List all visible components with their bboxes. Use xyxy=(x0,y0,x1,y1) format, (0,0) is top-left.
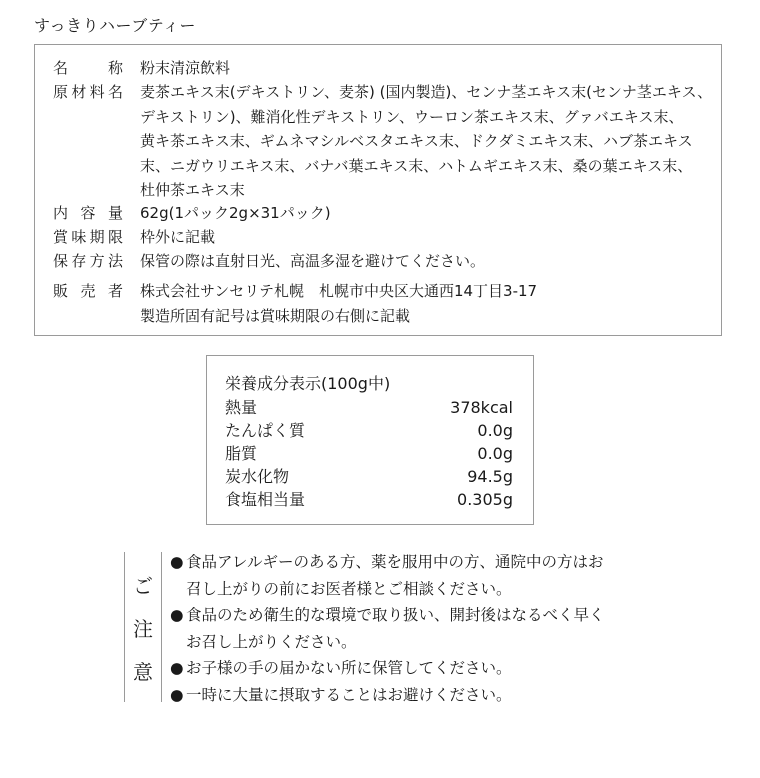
info-label: 賞味期限 xyxy=(53,228,123,246)
nutrition-facts-box xyxy=(206,355,534,525)
info-label: 販売者 xyxy=(53,282,123,300)
nutrition-row xyxy=(225,419,513,442)
product-title: すっきりハーブティー xyxy=(34,16,196,35)
nutrient-name: 熱量 xyxy=(225,398,258,417)
caution-heading-char: 注 xyxy=(133,617,153,641)
nutrient-name: たんぱく質 xyxy=(225,421,306,440)
info-value: 株式会社サンセリテ札幌 札幌市中央区大通西14丁目3-17 製造所固有記号は賞味期限の右側に記載 xyxy=(140,282,538,325)
info-value: 粉末清涼飲料 xyxy=(140,59,231,77)
nutrition-row xyxy=(225,465,513,488)
info-value: 保管の際は直射日光、高温多湿を避けてください。 xyxy=(140,252,486,270)
bullet-icon: ● xyxy=(170,553,184,571)
caution-text: 食品アレルギーのある方、薬を服用中の方、通院中の方はお 召し上がりの前にお医者様とご相談ください。 xyxy=(186,553,604,598)
caution-heading xyxy=(124,552,162,702)
nutrient-value: 378kcal xyxy=(450,398,513,417)
nutrient-name: 炭水化物 xyxy=(225,467,290,486)
info-label: 名称 xyxy=(53,59,123,77)
caution-item xyxy=(170,682,610,709)
product-info-box xyxy=(34,44,722,336)
nutrient-name: 脂質 xyxy=(225,444,258,463)
info-label: 内容量 xyxy=(53,204,123,222)
bullet-icon: ● xyxy=(170,659,184,677)
bullet-icon: ● xyxy=(170,685,184,704)
caution-item xyxy=(170,602,610,655)
nutrient-value: 94.5g xyxy=(467,467,513,486)
caution-list xyxy=(170,549,610,708)
nutrition-row xyxy=(225,488,513,511)
nutrition-row xyxy=(225,442,513,465)
info-value: 枠外に記載 xyxy=(140,228,216,246)
caution-heading-char: ご xyxy=(133,574,153,598)
nutrition-title: 栄養成分表示(100g中) xyxy=(225,374,391,393)
caution-text: 食品のため衛生的な環境で取り扱い、開封後はなるべく早く お召し上がりください。 xyxy=(186,606,605,651)
nutrient-value: 0.0g xyxy=(477,421,513,440)
info-value: 62g(1パック2g×31パック) xyxy=(140,204,331,222)
nutrition-row xyxy=(225,396,513,419)
nutrient-value: 0.305g xyxy=(457,490,513,509)
caution-item xyxy=(170,549,610,602)
caution-text: 一時に大量に摂取することはお避けください。 xyxy=(186,685,512,704)
info-label: 保存方法 xyxy=(53,252,123,270)
caution-text: お子様の手の届かない所に保管してください。 xyxy=(186,659,512,677)
info-label: 原材料名 xyxy=(53,83,123,101)
caution-heading-char: 意 xyxy=(133,660,153,684)
caution-item xyxy=(170,655,610,682)
nutrient-name: 食塩相当量 xyxy=(225,490,306,509)
info-value: 麦茶エキス末(デキストリン、麦茶) (国内製造)、センナ茎エキス末(センナ茎エキス、 デキストリン)、難消化性デキストリン、ウーロン茶エキス末、グァバエキス末、 黄キ茶エキス末、ギムネマシルベスタエキス末、ドクダミエキス末、ハブ茶エキス 末、ニガウリエキス末、バナバ葉エキス末、ハトムギエキス末、桑の葉エキス末、 杜仲茶エキス末 xyxy=(140,83,713,199)
bullet-icon: ● xyxy=(170,606,184,624)
nutrient-value: 0.0g xyxy=(477,444,513,463)
